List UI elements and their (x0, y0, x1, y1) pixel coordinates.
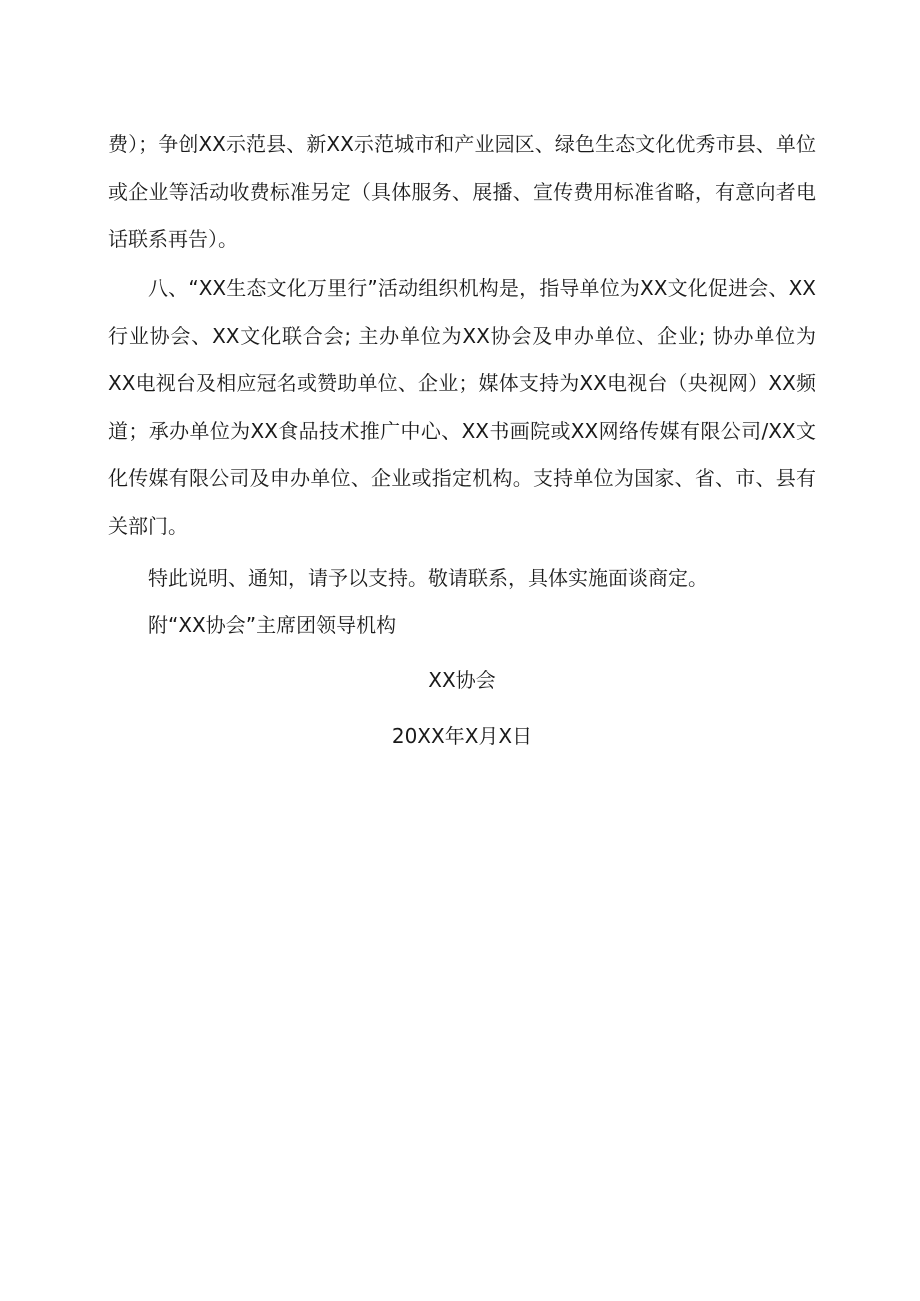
attachment-note: 附“XX协会”主席团领导机构 (148, 613, 397, 637)
signature-organization: XX协会 (428, 668, 496, 692)
signature-date: 20XX年X月X日 (391, 724, 533, 748)
closing-paragraph: 特此说明、通知，请予以支持。敬请联系，具体实施面谈商定。 (148, 566, 708, 590)
section-eight-paragraph: 八、“XX生态文化万里行”活动组织机构是，指导单位为XX文化促进会、XX行业协会、XX文化联合会; 主办单位为XX协会及申办单位、企业; 协办单位为XX电视台及相应冠名或赞助单位、企业；媒体支持为XX电视台（央视网）XX频道；承办单位为XX食品技术推广中心、XX书画院或XX网络传媒有限公司/XX文化传媒有限公司及申办单位、企业或指定机构。支持单位为国家、省、市、县有关部门。 (108, 276, 816, 538)
continuation-paragraph: 费）；争创XX示范县、新XX示范城市和产业园区、绿色生态文化优秀市县、单位或企业等活动收费标准另定（具体服务、展播、宣传费用标准省略，有意向者电话联系再告）。 (108, 132, 816, 251)
